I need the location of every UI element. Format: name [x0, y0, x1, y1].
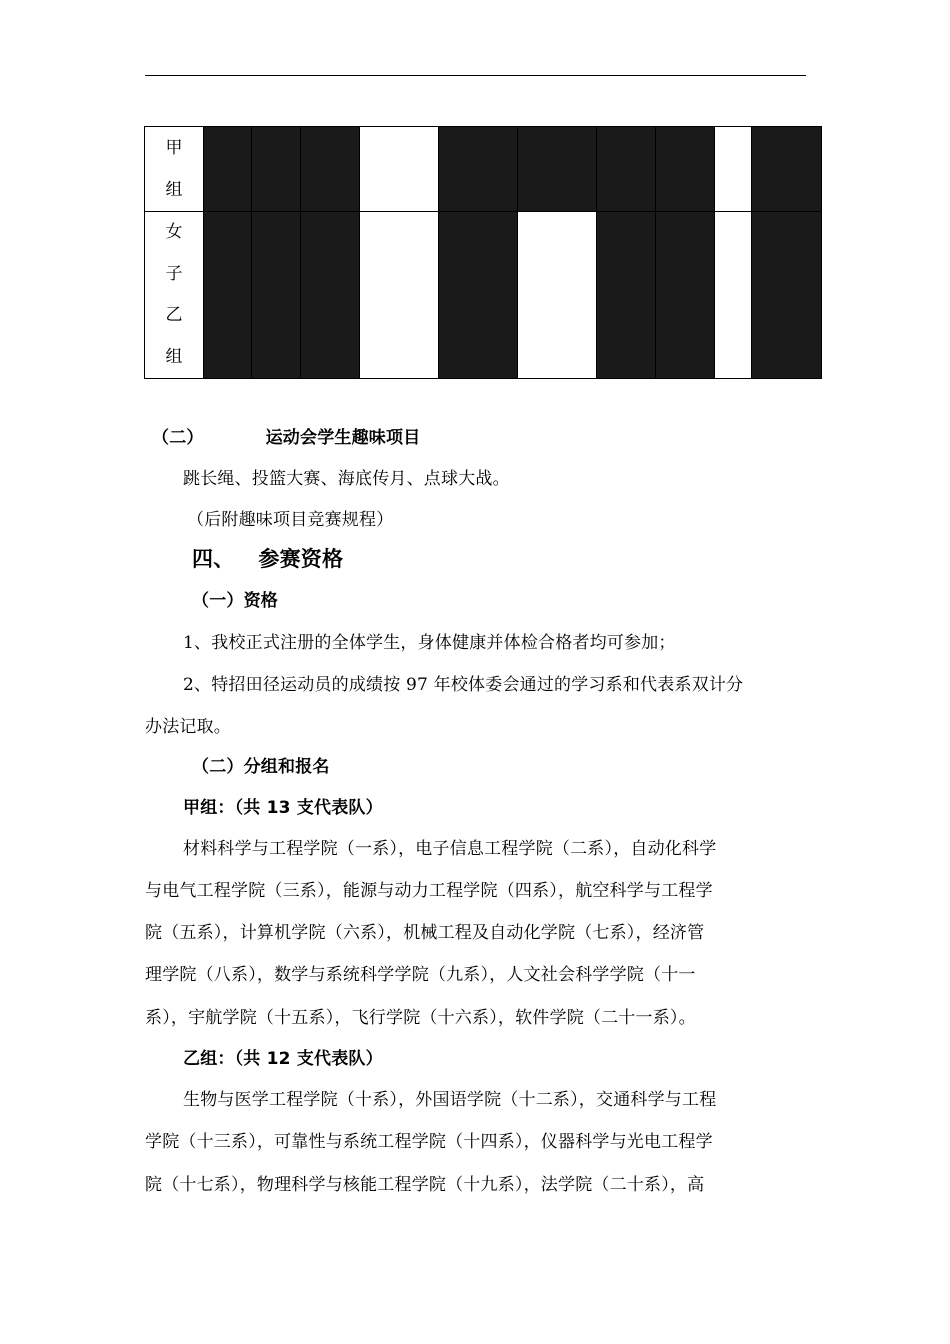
group-a-line: 理学院（八系），数学与系统科学学院（九系），人文社会科学学院（十一 — [145, 965, 696, 985]
group-b-line: 院（十七系），物理科学与核能工程学院（十九系），法学院（二十系），高 — [145, 1175, 705, 1195]
filled-cell — [300, 212, 359, 379]
row-label-char: 女 — [165, 222, 183, 243]
filled-cell — [203, 127, 251, 212]
filled-cell — [300, 127, 359, 212]
section-title: 运动会学生趣味项目 — [265, 428, 421, 448]
row-label-char: 组 — [165, 346, 183, 367]
group-a-line: 与电气工程学院（三系），能源与动力工程学院（四系），航空科学与工程学 — [145, 881, 713, 901]
group-b-line: 学院（十三系），可靠性与系统工程学院（十四系），仪器科学与光电工程学 — [145, 1132, 713, 1152]
section-number: （二） — [152, 428, 204, 448]
group-a-line: 系），宇航学院（十五系），飞行学院（十六系），软件学院（二十一系）。 — [145, 1008, 696, 1028]
filled-cell — [596, 127, 655, 212]
grouping-heading: （二）分组和报名 — [192, 757, 330, 777]
empty-cell — [359, 212, 438, 379]
empty-cell — [714, 212, 752, 379]
group-a-line: 材料科学与工程学院（一系），电子信息工程学院（二系），自动化科学 — [183, 839, 717, 859]
qualification-heading: （一）资格 — [192, 591, 278, 611]
filled-cell — [203, 212, 251, 379]
filled-cell — [517, 127, 596, 212]
group-a-line: 院（五系），计算机学院（六系），机械工程及自动化学院（七系），经济管 — [145, 923, 705, 943]
table-row-group-b-women — [145, 212, 822, 379]
section-title: 参赛资格 — [258, 547, 344, 571]
group-b-line: 生物与医学工程学院（十系），外国语学院（十二系），交通科学与工程 — [183, 1090, 717, 1110]
table-row-group-a — [145, 127, 822, 212]
row-label-char: 子 — [165, 263, 183, 284]
filled-cell — [655, 212, 714, 379]
filled-cell — [752, 127, 822, 212]
fun-items-text: 跳长绳、投篮大赛、海底传月、点球大战。 — [183, 469, 510, 489]
group-a-heading: 甲组：（共 13 支代表队） — [183, 798, 383, 818]
empty-cell — [359, 127, 438, 212]
empty-cell — [517, 212, 596, 379]
schedule-table — [144, 126, 822, 379]
fun-note-text: （后附趣味项目竞赛规程） — [187, 510, 394, 530]
section-four-heading — [192, 543, 343, 573]
filled-cell — [596, 212, 655, 379]
filled-cell — [655, 127, 714, 212]
group-b-heading: 乙组：（共 12 支代表队） — [183, 1049, 383, 1069]
filled-cell — [438, 127, 517, 212]
header-rule — [145, 75, 806, 76]
empty-cell — [714, 127, 752, 212]
row-label-cell — [145, 127, 204, 212]
filled-cell — [438, 212, 517, 379]
row-label-char: 乙 — [165, 305, 183, 326]
section-number: 四、 — [192, 547, 235, 571]
qualification-item-2: 2、特招田径运动员的成绩按 97 年校体委会通过的学习系和代表系双计分 — [183, 675, 744, 695]
row-label-char: 组 — [165, 179, 183, 200]
qualification-item-1: 1、我校正式注册的全体学生，身体健康并体检合格者均可参加； — [183, 633, 676, 653]
filled-cell — [252, 212, 300, 379]
row-label-char: 甲 — [165, 137, 183, 158]
qualification-item-2-cont: 办法记取。 — [145, 717, 231, 737]
filled-cell — [252, 127, 300, 212]
filled-cell — [752, 212, 822, 379]
section-two-heading — [152, 423, 420, 448]
row-label-cell — [145, 212, 204, 379]
